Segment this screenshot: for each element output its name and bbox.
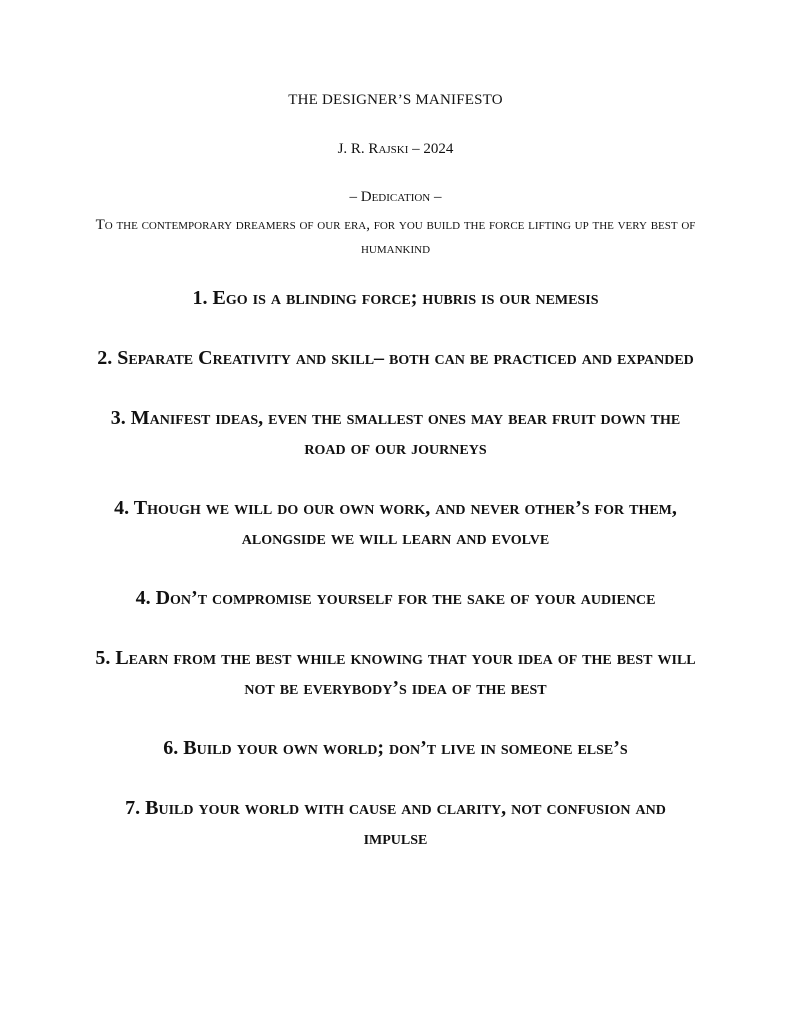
document-title: THE DESIGNER’S MANIFESTO [288,92,503,108]
principles-list [95,283,696,883]
dedication-heading: – Dedication – [349,189,442,205]
dedication-text: To the contemporary dreamers of our era, for you build the force lifting up the very best of humankind [95,217,696,257]
principle-item: 2. Separate Creativity and skill– both can be practiced and expanded [97,347,694,369]
principle-item: 4. Though we will do our own work, and never other’s for them, alongside we will learn and evolve [114,497,677,549]
principle-item: 4. Don’t compromise yourself for the sake of your audience [135,587,656,609]
principle-item: 5. Learn from the best while knowing that your idea of the best will not be everybody’s idea of the best [95,647,696,699]
principle-item: 1. Ego is a blinding force; hubris is our nemesis [192,287,599,309]
principle-item: 3. Manifest ideas, even the smallest ones may bear fruit down the road of our journeys [110,407,681,459]
author-line: J. R. Rajski – 2024 [337,141,454,157]
principle-item: 7. Build your world with cause and clarity, not confusion and impulse [125,797,666,849]
principle-item: 6. Build your own world; don’t live in someone else’s [163,737,628,759]
